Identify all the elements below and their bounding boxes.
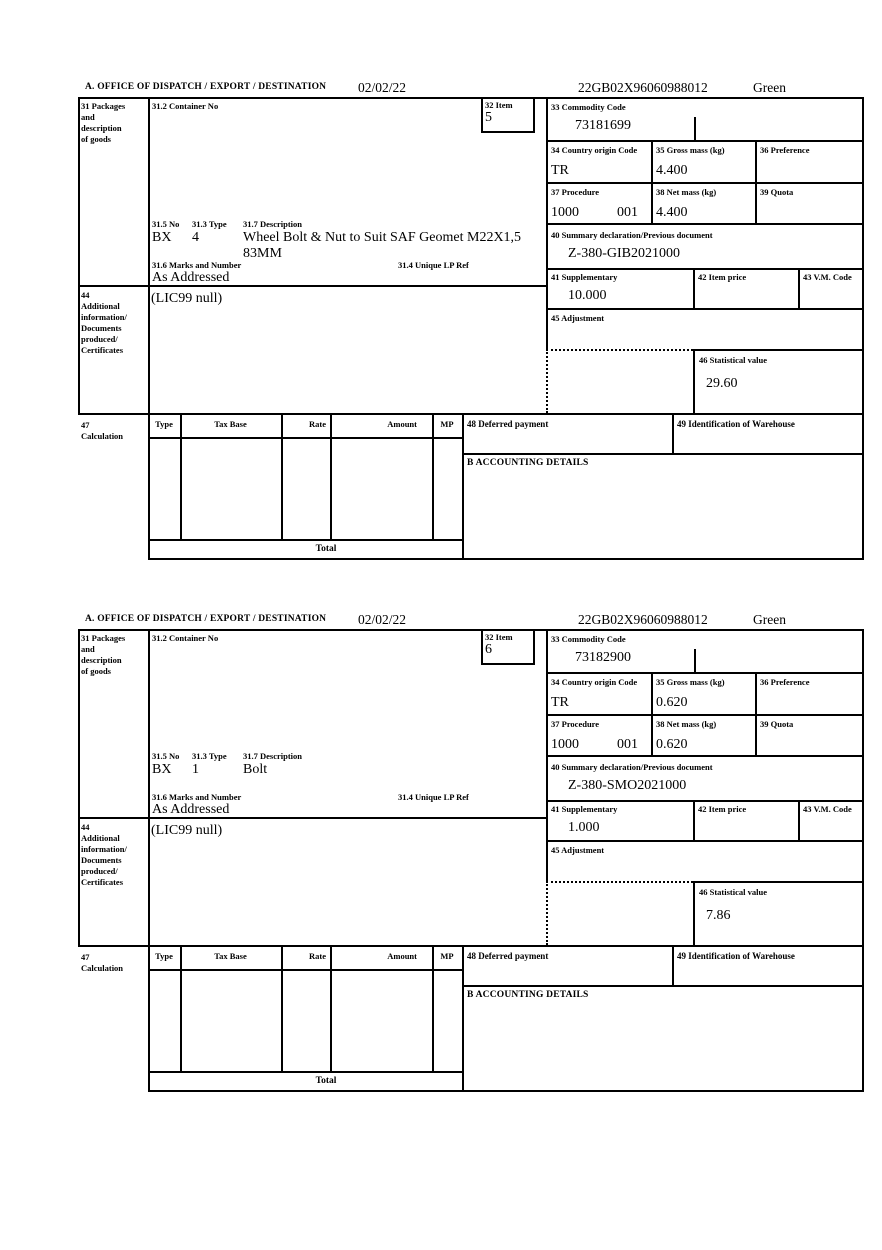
- gross-mass-label: 35 Gross mass (kg): [656, 145, 725, 155]
- item-number: 6: [485, 642, 492, 657]
- net-mass-label: 38 Net mass (kg): [656, 187, 717, 197]
- mrn-number: 22GB02X96060988012: [578, 612, 708, 627]
- quota-label: 39 Quota: [760, 187, 794, 197]
- routing-status: Green: [753, 612, 786, 627]
- adjustment-label: 45 Adjustment: [551, 313, 605, 323]
- packages-type: 1: [192, 762, 199, 777]
- packages-type-label: 31.3 Type: [192, 751, 227, 761]
- unique-lp-ref-label: 31.4 Unique LP Ref: [398, 792, 469, 802]
- additional-info-label-line: Documents: [81, 323, 122, 333]
- total-label: Total: [315, 544, 337, 554]
- supplementary-label: 41 Supplementary: [551, 272, 618, 282]
- gross-mass-label: 35 Gross mass (kg): [656, 677, 725, 687]
- packages-label-line: 31 Packages: [81, 633, 126, 643]
- deferred-payment-label: 48 Deferred payment: [467, 419, 549, 429]
- origin-code: TR: [551, 163, 569, 178]
- item-label: 32 Item: [485, 100, 513, 110]
- commodity-code-label: 33 Commodity Code: [551, 102, 626, 112]
- calculation-label-line: Calculation: [81, 431, 124, 441]
- item-price-label: 42 Item price: [698, 272, 747, 282]
- description-label: 31.7 Description: [243, 751, 303, 761]
- additional-info-label-line: produced/: [81, 334, 118, 344]
- additional-info-label-line: Certificates: [81, 345, 124, 355]
- warehouse-id-label: 49 Identification of Warehouse: [677, 419, 795, 429]
- previous-document-label: 40 Summary declaration/Previous document: [551, 230, 713, 240]
- office-of-dispatch-heading: A. OFFICE OF DISPATCH / EXPORT / DESTINATION: [85, 82, 327, 92]
- declaration-date: 02/02/22: [358, 612, 407, 627]
- sad-item-section-2: [78, 612, 864, 1102]
- net-mass-label: 38 Net mass (kg): [656, 719, 717, 729]
- previous-document: Z-380-GIB2021000: [568, 246, 680, 261]
- tax-base-header: Tax Base: [214, 419, 247, 429]
- goods-description: Wheel Bolt & Nut to Suit SAF Geomet M22X1,5 83MM: [243, 230, 522, 261]
- deferred-payment-label: 48 Deferred payment: [467, 951, 549, 961]
- previous-document-label: 40 Summary declaration/Previous document: [551, 762, 713, 772]
- packages-type: 4: [192, 230, 199, 245]
- gross-mass: 4.400: [656, 163, 688, 178]
- origin-code-label: 34 Country origin Code: [551, 145, 638, 155]
- item-number: 5: [485, 110, 492, 125]
- additional-info-label-line: 44: [81, 290, 90, 300]
- tax-mp-header: MP: [440, 419, 454, 429]
- additional-info-label-line: Additional: [81, 301, 120, 311]
- tax-amount-header: Amount: [387, 951, 417, 961]
- packages-label-line: description: [81, 123, 122, 133]
- procedure-code-2: 001: [617, 205, 638, 220]
- statistical-value: 29.60: [706, 376, 738, 391]
- tax-mp-header: MP: [440, 951, 454, 961]
- preference-label: 36 Preference: [760, 145, 810, 155]
- routing-status: Green: [753, 80, 786, 95]
- previous-document: Z-380-SMO2021000: [568, 778, 687, 793]
- packages-no: BX: [152, 762, 172, 777]
- goods-description: Bolt: [243, 762, 268, 777]
- tax-rate-header: Rate: [309, 419, 326, 429]
- vm-code-label: 43 V.M. Code: [803, 272, 852, 282]
- packages-label-line: and: [81, 644, 95, 654]
- calculation-label-line: 47: [81, 420, 90, 430]
- unique-lp-ref-label: 31.4 Unique LP Ref: [398, 260, 469, 270]
- tax-rate-header: Rate: [309, 951, 326, 961]
- tax-base-header: Tax Base: [214, 951, 247, 961]
- office-of-dispatch-heading: A. OFFICE OF DISPATCH / EXPORT / DESTINATION: [85, 614, 327, 624]
- packages-label-line: of goods: [81, 134, 111, 144]
- packages-label-line: and: [81, 112, 95, 122]
- additional-info-label-line: information/: [81, 844, 127, 854]
- packages-label-line: 31 Packages: [81, 101, 126, 111]
- packages-label-line: description: [81, 655, 122, 665]
- container-no-label: 31.2 Container No: [152, 633, 219, 643]
- declaration-date: 02/02/22: [358, 80, 407, 95]
- packages-label-line: of goods: [81, 666, 111, 676]
- tax-type-header: Type: [155, 419, 173, 429]
- additional-info-value: (LIC99 null): [151, 823, 223, 838]
- description-label: 31.7 Description: [243, 219, 303, 229]
- additional-info-label-line: produced/: [81, 866, 118, 876]
- additional-info-value: (LIC99 null): [151, 291, 223, 306]
- additional-info-label-line: Documents: [81, 855, 122, 865]
- marks-value: As Addressed: [152, 270, 230, 285]
- additional-info-label-line: information/: [81, 312, 127, 322]
- additional-info-label-line: Additional: [81, 833, 120, 843]
- statistical-value: 7.86: [706, 908, 731, 923]
- item-price-label: 42 Item price: [698, 804, 747, 814]
- calculation-label-line: Calculation: [81, 963, 124, 973]
- accounting-details-label: B ACCOUNTING DETAILS: [467, 458, 589, 468]
- quota-label: 39 Quota: [760, 719, 794, 729]
- commodity-code: 73181699: [575, 118, 631, 133]
- gross-mass: 0.620: [656, 695, 688, 710]
- packages-no: BX: [152, 230, 172, 245]
- commodity-code: 73182900: [575, 650, 631, 665]
- marks-label: 31.6 Marks and Number: [152, 260, 242, 270]
- packages-no-label: 31.5 No: [152, 219, 180, 229]
- supplementary-units: 1.000: [568, 820, 600, 835]
- origin-code: TR: [551, 695, 569, 710]
- procedure-label: 37 Procedure: [551, 187, 600, 197]
- commodity-code-label: 33 Commodity Code: [551, 634, 626, 644]
- additional-info-label-line: Certificates: [81, 877, 124, 887]
- adjustment-label: 45 Adjustment: [551, 845, 605, 855]
- mrn-number: 22GB02X96060988012: [578, 80, 708, 95]
- total-label: Total: [315, 1076, 337, 1086]
- container-no-label: 31.2 Container No: [152, 101, 219, 111]
- tax-type-header: Type: [155, 951, 173, 961]
- warehouse-id-label: 49 Identification of Warehouse: [677, 951, 795, 961]
- packages-no-label: 31.5 No: [152, 751, 180, 761]
- supplementary-label: 41 Supplementary: [551, 804, 618, 814]
- origin-code-label: 34 Country origin Code: [551, 677, 638, 687]
- sad-item-section-1: [78, 80, 864, 570]
- tax-amount-header: Amount: [387, 419, 417, 429]
- statistical-value-label: 46 Statistical value: [699, 887, 767, 897]
- calculation-label-line: 47: [81, 952, 90, 962]
- marks-value: As Addressed: [152, 802, 230, 817]
- item-label: 32 Item: [485, 632, 513, 642]
- procedure-code: 1000: [551, 205, 579, 220]
- net-mass: 0.620: [656, 737, 688, 752]
- procedure-code-2: 001: [617, 737, 638, 752]
- statistical-value-label: 46 Statistical value: [699, 355, 767, 365]
- additional-info-label-line: 44: [81, 822, 90, 832]
- supplementary-units: 10.000: [568, 288, 607, 303]
- marks-label: 31.6 Marks and Number: [152, 792, 242, 802]
- vm-code-label: 43 V.M. Code: [803, 804, 852, 814]
- packages-type-label: 31.3 Type: [192, 219, 227, 229]
- accounting-details-label: B ACCOUNTING DETAILS: [467, 990, 589, 1000]
- preference-label: 36 Preference: [760, 677, 810, 687]
- procedure-code: 1000: [551, 737, 579, 752]
- procedure-label: 37 Procedure: [551, 719, 600, 729]
- net-mass: 4.400: [656, 205, 688, 220]
